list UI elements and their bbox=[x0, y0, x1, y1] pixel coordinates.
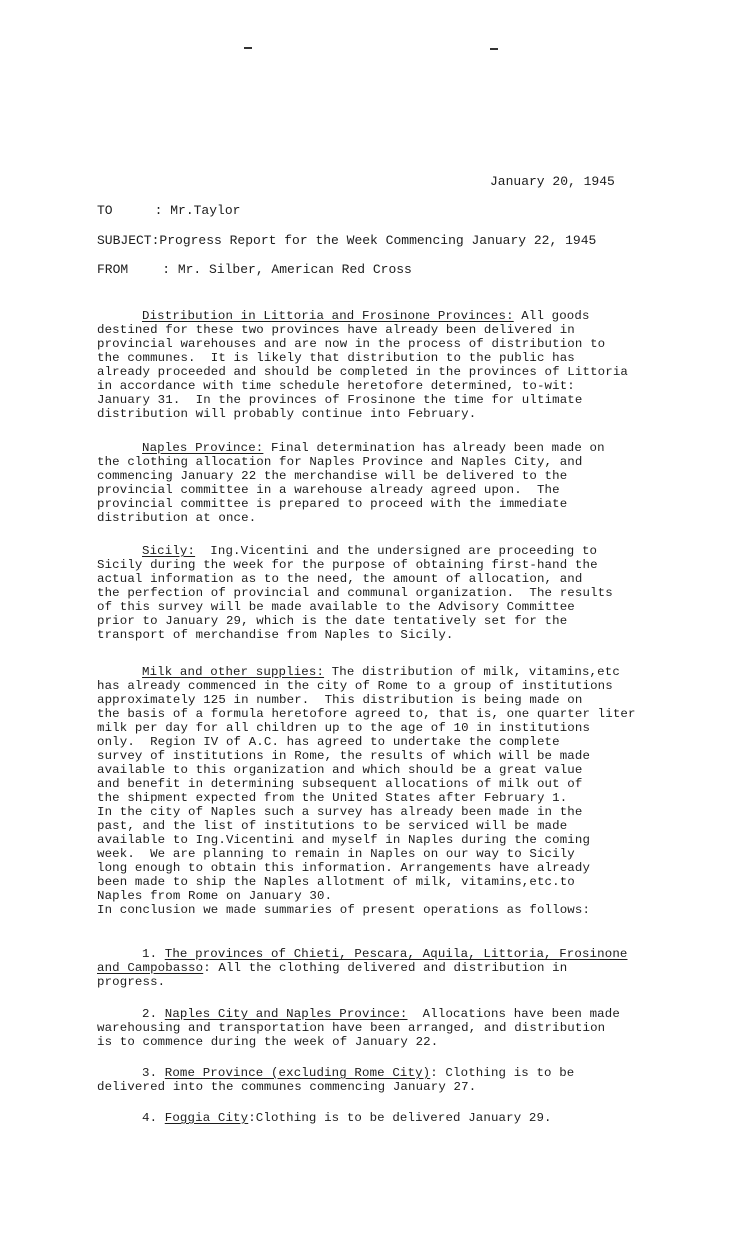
para4-line2: has already commenced in the city of Rome to a group of institutions bbox=[97, 679, 613, 693]
para4-line12: past, and the list of institutions to be serviced will be made bbox=[97, 819, 568, 833]
letter-date: January 20, 1945 bbox=[490, 174, 615, 189]
para3-line7: transport of merchandise from Naples to Sicily. bbox=[97, 628, 454, 642]
item2-line2: warehousing and transportation have been arranged, and distribution bbox=[97, 1021, 606, 1035]
para2-line6: distribution at once. bbox=[97, 511, 257, 525]
para1-line2: destined for these two provinces have already been delivered in bbox=[97, 323, 575, 337]
from-line bbox=[97, 262, 412, 277]
para4-line9: and benefit in determining subsequent allocations of milk out of bbox=[97, 777, 583, 791]
to-label: TO bbox=[97, 203, 113, 218]
to-line bbox=[97, 203, 240, 218]
para2-line5: provincial committee is prepared to proceed with the immediate bbox=[97, 497, 568, 511]
subject-value: Progress Report for the Week Commencing January 22, 1945 bbox=[159, 233, 597, 248]
para4-line10: the shipment expected from the United States after February 1. bbox=[97, 791, 568, 805]
item2-line3: is to commence during the week of January 22. bbox=[97, 1035, 439, 1049]
item1-line2: and Campobasso: All the clothing delivered and distribution in bbox=[97, 961, 568, 975]
punch-mark-right bbox=[490, 48, 498, 50]
to-value: : Mr.Taylor bbox=[154, 203, 241, 218]
para4-line13: available to Ing.Vicentini and myself in Naples during the coming bbox=[97, 833, 591, 847]
para2-heading: Naples Province: bbox=[142, 441, 264, 455]
para1-line3: provincial warehouses and are now in the process of distribution to bbox=[97, 337, 606, 351]
para4-line8: available to this organization and which should be a great value bbox=[97, 763, 583, 777]
para4-line18: In conclusion we made summaries of present operations as follows: bbox=[97, 903, 591, 917]
item1-heading: The provinces of Chieti, Pescara, Aquila, Littoria, Frosinone bbox=[164, 947, 628, 961]
para4-line11: In the city of Naples such a survey has already been made in the bbox=[97, 805, 583, 819]
item1-line3: progress. bbox=[97, 975, 166, 989]
subject-label: SUBJECT: bbox=[97, 233, 160, 248]
para4-line7: survey of institutions in Rome, the results of which will be made bbox=[97, 749, 591, 763]
from-value: : Mr. Silber, American Red Cross bbox=[162, 262, 412, 277]
para3-line2: Sicily during the week for the purpose of obtaining first-hand the bbox=[97, 558, 598, 572]
para3-heading: Sicily: bbox=[142, 544, 196, 558]
para3-line5: of this survey will be made available to the Advisory Committee bbox=[97, 600, 575, 614]
para4-line5: milk per day for all children up to the age of 10 in institutions bbox=[97, 721, 591, 735]
para4-line15: long enough to obtain this information. Arrangements have already bbox=[97, 861, 591, 875]
item2-line1: 2. Naples City and Naples Province: Allocations have been made bbox=[142, 1007, 620, 1021]
para4-line4: the basis of a formula heretofore agreed to, that is, one quarter liter bbox=[97, 707, 636, 721]
para4-heading: Milk and other supplies: bbox=[142, 665, 325, 679]
para4-line17: Naples from Rome on January 30. bbox=[97, 889, 333, 903]
para3-line3: actual information as to the need, the amount of allocation, and bbox=[97, 572, 583, 586]
para4-line14: week. We are planning to remain in Naples on our way to Sicily bbox=[97, 847, 575, 861]
para4-line6: only. Region IV of A.C. has agreed to undertake the complete bbox=[97, 735, 560, 749]
para1-line7: January 31. In the provinces of Frosinone the time for ultimate bbox=[97, 393, 583, 407]
para2-line3: commencing January 22 the merchandise will be delivered to the bbox=[97, 469, 568, 483]
para1-line1: Distribution in Littoria and Frosinone Provinces: All goods bbox=[142, 309, 590, 323]
item4-heading: Foggia City bbox=[164, 1111, 249, 1125]
para1-heading: Distribution in Littoria and Frosinone Provinces: bbox=[142, 309, 514, 323]
para4-line16: been made to ship the Naples allotment of milk, vitamins,etc.to bbox=[97, 875, 575, 889]
para2-line1: Naples Province: Final determination has already been made on bbox=[142, 441, 605, 455]
item3-line2: delivered into the communes commencing January 27. bbox=[97, 1080, 477, 1094]
para2-line2: the clothing allocation for Naples Province and Naples City, and bbox=[97, 455, 583, 469]
item1-line1: 1. The provinces of Chieti, Pescara, Aquila, Littoria, Frosinone bbox=[142, 947, 628, 961]
item4-line1: 4. Foggia City:Clothing is to be delivered January 29. bbox=[142, 1111, 552, 1125]
para3-line4: the perfection of provincial and communal organization. The results bbox=[97, 586, 613, 600]
para1-line6: in accordance with time schedule heretofore determined, to-wit: bbox=[97, 379, 575, 393]
para3-line6: prior to January 29, which is the date tentatively set for the bbox=[97, 614, 568, 628]
item2-heading: Naples City and Naples Province: bbox=[164, 1007, 408, 1021]
subject-line bbox=[97, 233, 596, 248]
para4-line3: approximately 125 in number. This distribution is being made on bbox=[97, 693, 583, 707]
para2-line4: provincial committee in a warehouse already agreed upon. The bbox=[97, 483, 560, 497]
item3-heading: Rome Province (excluding Rome City) bbox=[164, 1066, 431, 1080]
punch-mark-left bbox=[244, 47, 252, 49]
para1-line8: distribution will probably continue into February. bbox=[97, 407, 477, 421]
para1-line5: already proceeded and should be completed in the provinces of Littoria bbox=[97, 365, 628, 379]
para3-line1: Sicily: Ing.Vicentini and the undersigned are proceeding to bbox=[142, 544, 598, 558]
from-label: FROM bbox=[97, 262, 129, 277]
para4-line1: Milk and other supplies: The distribution of milk, vitamins,etc bbox=[142, 665, 620, 679]
para1-line4: the communes. It is likely that distribution to the public has bbox=[97, 351, 575, 365]
item3-line1: 3. Rome Province (excluding Rome City): Clothing is to be bbox=[142, 1066, 575, 1080]
